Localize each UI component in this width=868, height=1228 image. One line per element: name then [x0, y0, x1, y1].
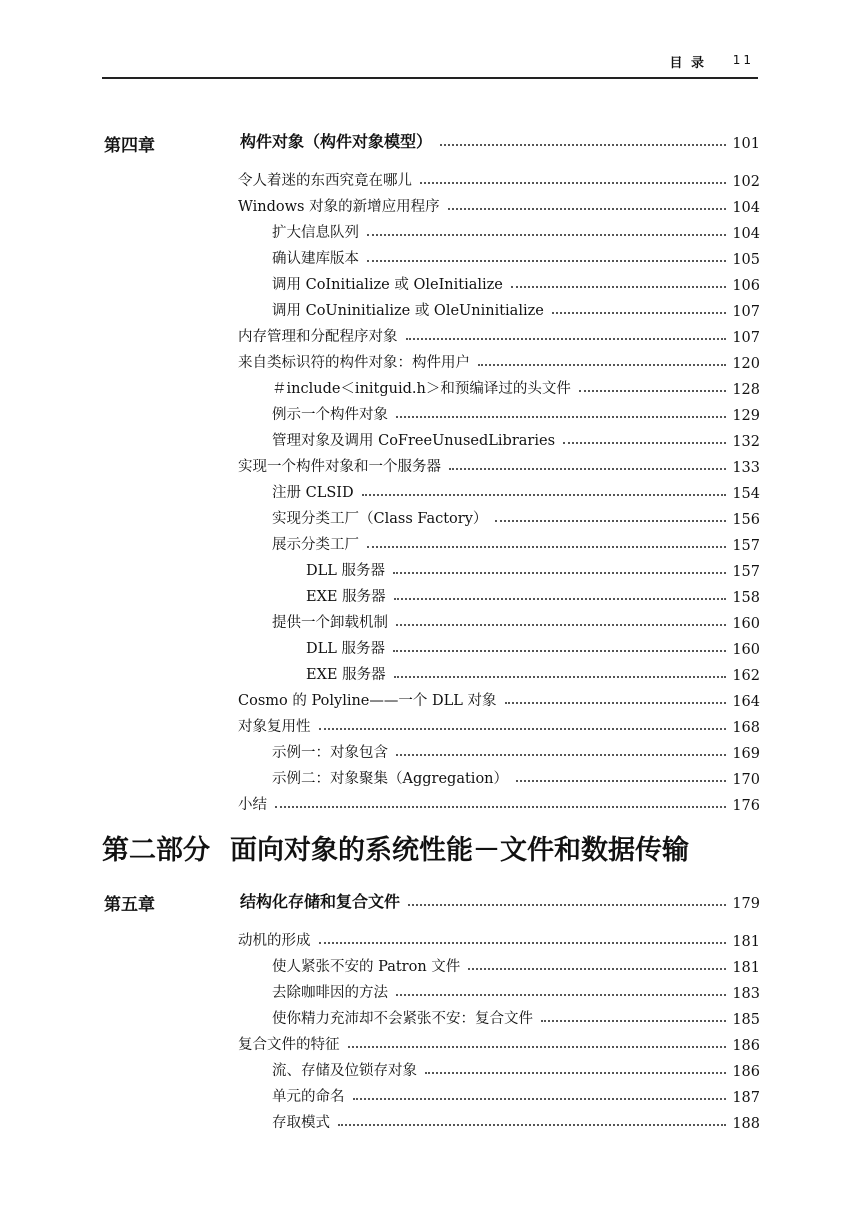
toc-page: 158 — [732, 590, 760, 606]
toc-page: 154 — [732, 486, 760, 502]
dot-leader — [449, 468, 726, 470]
toc-page: 181 — [732, 934, 760, 950]
dot-leader — [393, 572, 726, 574]
toc-title: 动机的形成 — [238, 933, 311, 949]
toc-page: 129 — [732, 408, 760, 424]
toc-title: DLL 服务器 — [306, 641, 385, 657]
toc-title: 实现分类工厂（Class Factory） — [272, 511, 488, 527]
toc-page: 164 — [732, 694, 760, 710]
chapter-4-heading[interactable] — [240, 128, 760, 152]
dot-leader — [348, 1046, 727, 1048]
toc-entry[interactable] — [272, 296, 760, 320]
toc-entry[interactable] — [238, 1030, 760, 1054]
toc-title: 单元的命名 — [272, 1089, 345, 1105]
toc-page: 188 — [732, 1116, 760, 1132]
dot-leader — [319, 942, 727, 944]
header-title: 目 录 — [669, 56, 706, 71]
toc-page: 181 — [732, 960, 760, 976]
dot-leader — [394, 598, 726, 600]
toc-title: 去除咖啡因的方法 — [272, 985, 388, 1001]
toc-title: 令人着迷的东西究竟在哪儿 — [238, 173, 412, 189]
toc-page: 133 — [732, 460, 760, 476]
toc-page: 104 — [732, 226, 760, 242]
toc-entry[interactable] — [272, 244, 760, 268]
dot-leader — [319, 728, 727, 730]
dot-leader — [563, 442, 726, 444]
dot-leader — [394, 676, 726, 678]
toc-entry[interactable] — [306, 634, 760, 658]
toc-title: 使人紧张不安的 Patron 文件 — [272, 959, 461, 975]
dot-leader — [396, 754, 726, 756]
toc-entry[interactable] — [272, 952, 760, 976]
toc-entry[interactable] — [272, 1082, 760, 1106]
dot-leader — [367, 546, 726, 548]
part-label: 第二部分 — [102, 835, 210, 866]
toc-entry[interactable] — [272, 478, 760, 502]
toc-entry[interactable] — [272, 374, 760, 398]
toc-entry[interactable] — [272, 978, 760, 1002]
dot-leader — [338, 1124, 726, 1126]
toc-title: 流、存储及位锁存对象 — [272, 1063, 417, 1079]
dot-leader — [393, 650, 726, 652]
toc-entry[interactable] — [306, 582, 760, 606]
dot-leader — [425, 1072, 726, 1074]
toc-title: 来自类标识符的构件对象：构件用户 — [238, 355, 470, 371]
running-header — [102, 50, 758, 76]
toc-title: 注册 CLSID — [272, 485, 354, 501]
toc-entry[interactable] — [238, 790, 760, 814]
toc-entry[interactable] — [272, 1004, 760, 1028]
toc-title: 小结 — [238, 797, 267, 813]
toc-entry[interactable] — [238, 192, 760, 216]
dot-leader — [396, 624, 726, 626]
toc-title: ＃include＜initguid.h＞和预编译过的头文件 — [272, 381, 571, 397]
dot-leader — [495, 520, 726, 522]
toc-title: 调用 CoUninitialize 或 OleUninitialize — [272, 303, 544, 319]
dot-leader — [505, 702, 727, 704]
toc-page: 107 — [732, 304, 760, 320]
toc-title: 展示分类工厂 — [272, 537, 359, 553]
toc-title: 管理对象及调用 CoFreeUnusedLibraries — [272, 433, 556, 449]
dot-leader — [468, 968, 726, 970]
toc-title: DLL 服务器 — [306, 563, 385, 579]
toc-title: 构件对象（构件对象模型） — [240, 132, 433, 151]
toc-title: 使你精力充沛却不会紧张不安：复合文件 — [272, 1011, 533, 1027]
toc-page: 160 — [732, 642, 760, 658]
dot-leader — [396, 416, 726, 418]
toc-title: 确认建库版本 — [272, 251, 359, 267]
toc-title: 提供一个卸载机制 — [272, 615, 388, 631]
dot-leader — [362, 494, 726, 496]
dot-leader — [396, 994, 726, 996]
toc-title: Cosmo 的 Polyline——一个 DLL 对象 — [238, 693, 497, 709]
toc-title: 存取模式 — [272, 1115, 330, 1131]
toc-entry[interactable] — [238, 166, 760, 190]
toc-page: 162 — [732, 668, 760, 684]
toc-title: 扩大信息队列 — [272, 225, 359, 241]
part-title: 面向对象的系统性能－文件和数据传输 — [230, 835, 689, 866]
dot-leader — [511, 286, 726, 288]
toc-page: 160 — [732, 616, 760, 632]
toc-page: 186 — [732, 1064, 760, 1080]
toc-entry[interactable] — [272, 608, 760, 632]
dot-leader — [448, 208, 726, 210]
toc-page: 170 — [732, 772, 760, 788]
toc-page: 157 — [732, 538, 760, 554]
chapter-5-heading[interactable] — [240, 888, 760, 912]
dot-leader — [353, 1098, 727, 1100]
chapter-4-label: 第四章 — [104, 136, 155, 156]
toc-title: EXE 服务器 — [306, 589, 386, 605]
toc-page: 187 — [732, 1090, 760, 1106]
toc-page: 104 — [732, 200, 760, 216]
toc-page: 156 — [732, 512, 760, 528]
dot-leader — [408, 904, 726, 906]
toc-entry[interactable] — [238, 712, 760, 736]
toc-page: 102 — [732, 174, 760, 190]
dot-leader — [367, 234, 726, 236]
dot-leader — [275, 806, 726, 808]
toc-entry[interactable] — [272, 426, 760, 450]
toc-title: 复合文件的特征 — [238, 1037, 340, 1053]
toc-page: 179 — [732, 896, 760, 912]
toc-entry[interactable] — [272, 218, 760, 242]
toc-entry[interactable] — [272, 1108, 760, 1132]
dot-leader — [516, 780, 726, 782]
toc-title: 结构化存储和复合文件 — [240, 892, 401, 911]
toc-page: 168 — [732, 720, 760, 736]
dot-leader — [478, 364, 726, 366]
toc-entry[interactable] — [272, 400, 760, 424]
toc-entry[interactable] — [272, 504, 760, 528]
dot-leader — [367, 260, 726, 262]
header-page-number: 11 — [732, 53, 754, 67]
toc-entry[interactable] — [238, 452, 760, 476]
toc-page: 132 — [732, 434, 760, 450]
toc-page: 176 — [732, 798, 760, 814]
header-rule — [102, 77, 758, 79]
dot-leader — [552, 312, 726, 314]
toc-entry[interactable] — [272, 530, 760, 554]
toc-page: 185 — [732, 1012, 760, 1028]
chapter-5-label: 第五章 — [104, 895, 155, 915]
toc-entry[interactable] — [306, 660, 760, 684]
toc-title: 示例一：对象包含 — [272, 745, 388, 761]
toc-entry[interactable] — [272, 270, 760, 294]
toc-title: 例示一个构件对象 — [272, 407, 388, 423]
toc-page: 101 — [732, 136, 760, 152]
toc-title: 示例二：对象聚集（Aggregation） — [272, 771, 509, 787]
toc-entry[interactable] — [306, 556, 760, 580]
dot-leader — [579, 390, 726, 392]
toc-title: 调用 CoInitialize 或 OleInitialize — [272, 277, 503, 293]
toc-title: EXE 服务器 — [306, 667, 386, 683]
toc-page: 120 — [732, 356, 760, 372]
toc-entry[interactable] — [272, 738, 760, 762]
toc-page: 105 — [732, 252, 760, 268]
toc-page: 107 — [732, 330, 760, 346]
dot-leader — [406, 338, 727, 340]
toc-entry[interactable] — [238, 322, 760, 346]
toc-page: 128 — [732, 382, 760, 398]
toc-page: 106 — [732, 278, 760, 294]
toc-page: 183 — [732, 986, 760, 1002]
toc-entry[interactable] — [272, 1056, 760, 1080]
toc-entry[interactable] — [238, 348, 760, 372]
toc-entry[interactable] — [238, 686, 760, 710]
dot-leader — [440, 144, 726, 146]
part-2-heading[interactable] — [102, 828, 689, 867]
toc-page: 186 — [732, 1038, 760, 1054]
toc-entry[interactable] — [272, 764, 760, 788]
toc-page: 157 — [732, 564, 760, 580]
toc-title: 对象复用性 — [238, 719, 311, 735]
dot-leader — [420, 182, 726, 184]
toc-title: Windows 对象的新增应用程序 — [238, 199, 440, 215]
toc-entry[interactable] — [238, 926, 760, 950]
toc-page: 169 — [732, 746, 760, 762]
dot-leader — [541, 1020, 726, 1022]
toc-title: 内存管理和分配程序对象 — [238, 329, 398, 345]
toc-title: 实现一个构件对象和一个服务器 — [238, 459, 441, 475]
